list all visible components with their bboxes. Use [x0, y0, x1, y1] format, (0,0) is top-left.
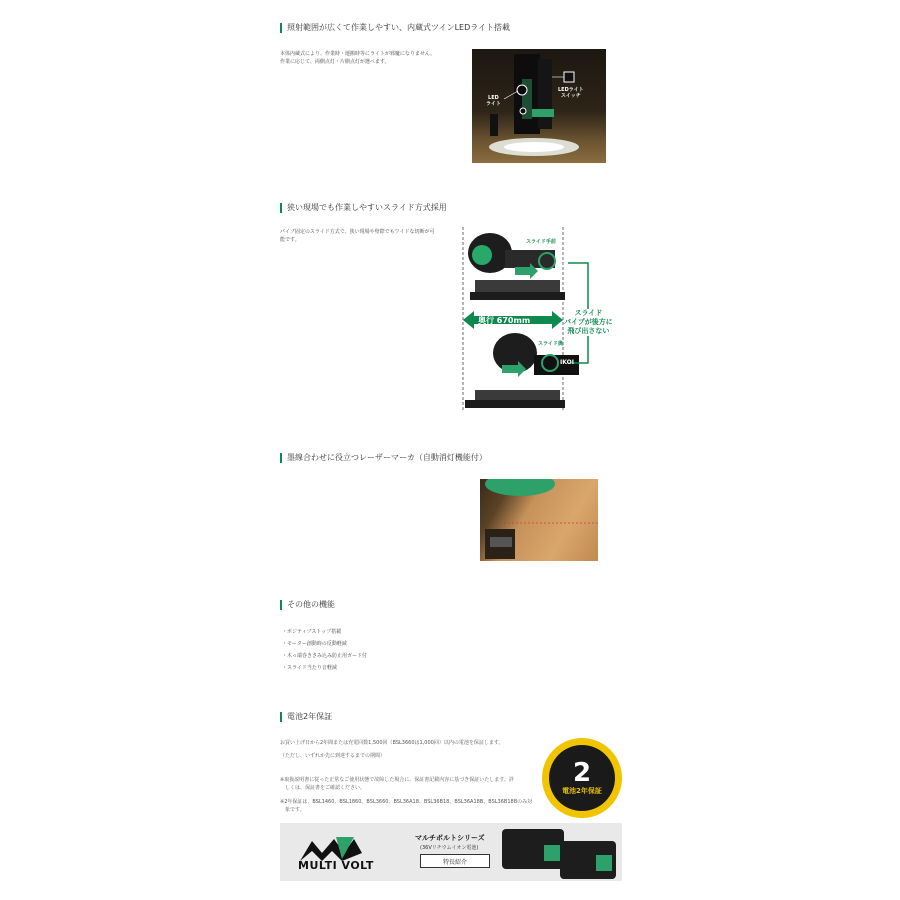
- warranty-line: お買い上げ日から2年間または充電回数1,500回（BSL3660は1,000回）以内の電池を保証します。: [280, 740, 504, 746]
- title-accent-bar: [280, 600, 282, 610]
- led-description-line: 作業に応じて、両側点灯・片側点灯が選べます。: [280, 59, 390, 65]
- led-switch-callout: [558, 87, 584, 99]
- title-accent-bar: [280, 712, 282, 722]
- section-title-laser: [280, 452, 487, 463]
- led-description: [280, 50, 435, 66]
- feature-list: [282, 628, 367, 676]
- slide-claim: [564, 309, 613, 336]
- section-title-slide: [280, 202, 447, 213]
- led-light-photo: [472, 49, 606, 163]
- badge-text: 電池2年保証: [562, 787, 602, 795]
- brand-logo: IKOI: [560, 359, 574, 366]
- callout-line: LEDライト: [558, 87, 584, 93]
- multivolt-banner[interactable]: [280, 823, 622, 881]
- slide-claim-line: スライド: [574, 309, 603, 317]
- section-title-text: 電池2年保証: [287, 712, 333, 721]
- warranty-badge-inner: [549, 745, 615, 811]
- laser-photo: [480, 479, 598, 561]
- battery-image: [560, 841, 616, 879]
- badge-number: 2: [572, 758, 592, 788]
- led-description-line: 本体内蔵式により、作業時・運搬時等にライトが邪魔になりません。: [280, 51, 436, 57]
- list-item: ・モーター創動時の反動軽減: [282, 641, 347, 647]
- section-title-text: その他の機能: [287, 600, 335, 609]
- section-title-led: [280, 22, 510, 33]
- section-title-text: 狭い現場でも作業しやすいスライド方式採用: [287, 203, 447, 212]
- warranty-note: 象です。: [280, 807, 305, 813]
- led-light-callout: [486, 95, 501, 107]
- list-item: ・ポジティブストップ搭載: [282, 629, 342, 635]
- slide-diagram: [460, 225, 625, 413]
- list-item: ・スライド当たり音軽減: [282, 665, 337, 671]
- slide-claim-line: パイプが後方に: [564, 318, 613, 326]
- section-title-warranty: [280, 711, 332, 722]
- banner-subtitle: (36Vリチウムイオン電池): [420, 845, 479, 851]
- warranty-note: ※2年保証は、BSL1460、BSL1860、BSL3660、BSL36A18、BSL36B18、BSL36A18B、BSL36B18Bのみ対: [280, 799, 533, 805]
- battery-label: [596, 855, 612, 871]
- slide-back-label: スライド奥: [538, 341, 563, 347]
- callout-line: ライト: [486, 101, 501, 107]
- slide-claim-line: 飛び出さない: [567, 327, 610, 335]
- multivolt-logo-text: MULTI VOLT: [298, 859, 374, 872]
- slide-description-line: パイプ固定のスライド方式で、狭い現場や壁際でもワイドな切断が可: [280, 229, 435, 235]
- warranty-note: ※取扱説明書に従った正常なご使用状態で故障した場合に、保証書記載内容に基づき保証いたします。詳: [280, 777, 514, 783]
- slide-front-label: スライド手前: [526, 239, 556, 245]
- stroke-length-label: 奥行 670mm: [478, 316, 531, 325]
- section-title-other: [280, 599, 335, 610]
- title-accent-bar: [280, 453, 282, 463]
- laser-illustration: [480, 479, 598, 561]
- list-item: ・木っ端巻きさみ込み防止用ガード付: [282, 653, 368, 659]
- warranty-line: （ただし、いずれか先に到達するまでの期間）: [280, 753, 386, 759]
- callout-line: LED: [488, 95, 499, 101]
- title-accent-bar: [280, 203, 282, 213]
- warranty-note: しくは、保証書をご確認ください。: [280, 785, 366, 791]
- slide-description: [280, 228, 434, 244]
- banner-title: マルチボルトシリーズ: [415, 834, 485, 842]
- section-title-text: 墨線合わせに役立つレーザーマーカ（自動消灯機能付）: [287, 453, 487, 462]
- features-button[interactable]: 特長紹介: [420, 854, 490, 868]
- callout-line: スイッチ: [560, 93, 581, 99]
- slide-description-line: 能です。: [280, 237, 300, 243]
- battery-image: [502, 829, 564, 869]
- battery-label: [544, 845, 560, 861]
- section-title-text: 照射範囲が広くて作業しやすい、内蔵式ツインLEDライト搭載: [287, 23, 511, 32]
- title-accent-bar: [280, 23, 282, 33]
- warranty-badge: [542, 738, 622, 818]
